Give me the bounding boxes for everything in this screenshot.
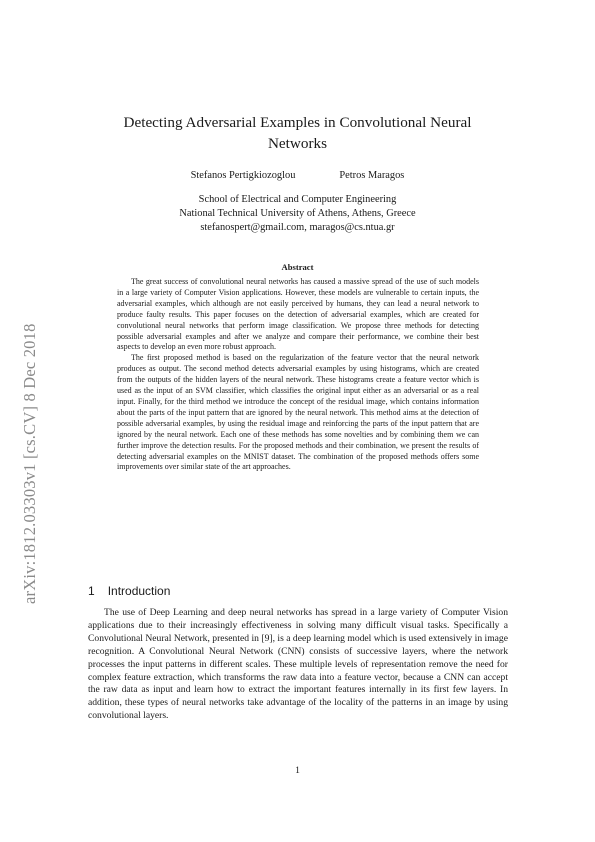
affiliation-university: National Technical University of Athens, Athens, Greece xyxy=(179,208,416,219)
affiliation-school: School of Electrical and Computer Engineering xyxy=(198,194,397,205)
paper-title: Detecting Adversarial Examples in Convolutional Neural Networks xyxy=(123,114,472,152)
abstract-paragraph: The first proposed method is based on the regularization of the feature vector that the neural network produces as output. The second method detects adversarial examples by using histograms, which are created from the outputs of the hidden layers of the neural network. These histograms create a feature vector which is used as the input of an SVM classifier, which classifies the original input either as an adversarial or as a real input. Finally, for the third method we introduce the concept of the residual image, which contains information about the parts of the input pattern that are ignored by the neural network. This method aims at the detection of possible adversarial examples, by using the residual image and reinforcing the parts of the input pattern that are ignored by the neural network. Each one of these methods has some novelties and by combining them we can further improve the detection results. For the proposed methods and their combination, we present the results of detecting adversarial examples on the MNIST dataset. The combination of the proposed methods offers some improvements over similar state of the art approaches. xyxy=(117,353,479,472)
body-paragraph: The use of Deep Learning and deep neural networks has spread in a large variety of Computer Vision applications due to their increasingly effectiveness in solving many difficult visual tasks. Specifically a Convolutional Neural Network, presented in [9], is a deep learning model which is used extensively in image recognition. A Convolutional Neural Network (CNN) consists of successive layers, where the network processes the input patterns in different scales. These multiple levels of representation remove the need for complex feature extraction, which transforms the raw data into a feature vector, because a CNN can accept the raw data as input and learn how to extract the important features internally in its first few layers. In addition, these types of neural networks take advantage of the locality of the patterns in an image by using convolutional layers. xyxy=(88,607,508,722)
affiliation-block xyxy=(95,193,500,235)
introduction-body xyxy=(88,607,508,723)
section-heading xyxy=(88,584,170,598)
author-list xyxy=(95,170,500,181)
section-title: Introduction xyxy=(107,584,171,598)
arxiv-identifier-stamp: arXiv:1812.03303v1 [cs.CV] 8 Dec 2018 xyxy=(20,323,39,604)
page-number: 1 xyxy=(295,765,300,776)
abstract-paragraph: The great success of convolutional neural networks has caused a massive spread of the use of such models in a large variety of Computer Vision applications. However, these models are vulnerable to certain inputs, the adversarial examples, which although are not easily perceived by humans, they can lead a neural network to produce faulty results. This paper focuses on the detection of adversarial examples, which are created for convolutional neural networks that perform image classification. We propose three methods for detecting possible adversarial examples and after we analyze and compare their performance, we combine their best aspects to develop an even more robust approach. xyxy=(117,277,479,352)
author-emails: stefanospert@gmail.com, maragos@cs.ntua.gr xyxy=(200,222,395,233)
author-name: Petros Maragos xyxy=(339,170,405,181)
author-name: Stefanos Pertigkiozoglou xyxy=(190,170,296,181)
abstract-body xyxy=(117,277,479,473)
abstract-heading: Abstract xyxy=(281,262,314,272)
section-number: 1 xyxy=(88,584,95,598)
